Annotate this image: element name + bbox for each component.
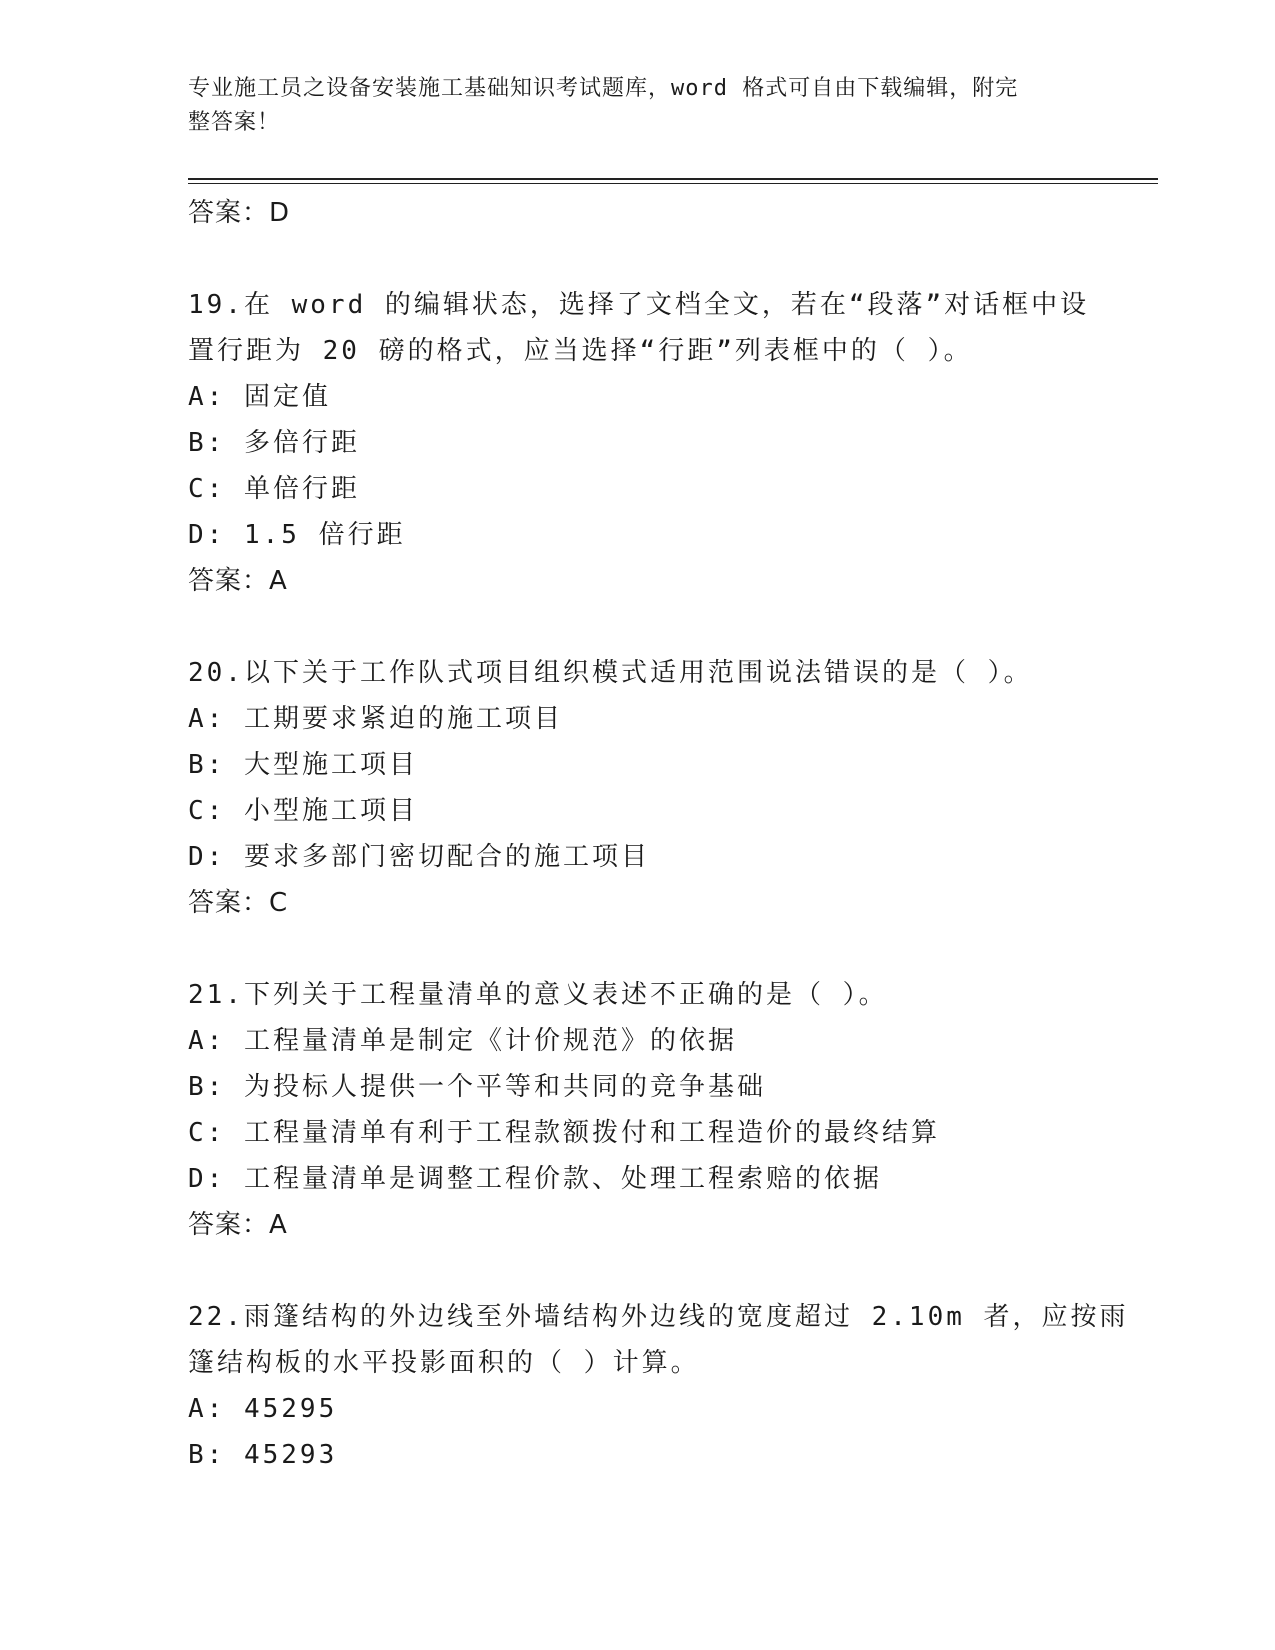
header-line-2: 整答案！ (188, 110, 281, 135)
option-c: C: 工程量清单有利于工程款额拨付和工程造价的最终结算 (188, 1118, 940, 1148)
question-text: 篷结构板的水平投影面积的（ ）计算。 (188, 1348, 700, 1378)
option-b: B: 多倍行距 (188, 428, 360, 458)
option-c: C: 小型施工项目 (188, 796, 418, 826)
option-b: B: 45293 (188, 1440, 338, 1470)
answer-line: 答案：C (188, 888, 289, 918)
question-list (188, 190, 1129, 1478)
option-c: C: 单倍行距 (188, 474, 360, 504)
option-a: A: 45295 (188, 1394, 338, 1424)
page-header (188, 72, 1088, 140)
answer-line: 答案：A (188, 1210, 288, 1240)
option-b: B: 大型施工项目 (188, 750, 418, 780)
answer-line: 答案：A (188, 566, 288, 596)
option-a: A: 工期要求紧迫的施工项目 (188, 704, 563, 734)
answer-line: 答案：D (188, 198, 291, 228)
question-19 (188, 282, 1088, 604)
question-20 (188, 650, 1088, 926)
question-text: 置行距为 20 磅的格式，应当选择“行距”列表框中的（ ）。 (188, 336, 973, 366)
question-text: 22.雨篷结构的外边线至外墙结构外边线的宽度超过 2.10m 者，应按雨 (188, 1302, 1129, 1332)
header-rule (188, 178, 1158, 180)
option-d: D: 工程量清单是调整工程价款、处理工程索赔的依据 (188, 1164, 882, 1194)
question-text: 19.在 word 的编辑状态，选择了文档全文，若在“段落”对话框中设 (188, 290, 1090, 320)
header-rule-thin (188, 183, 1158, 184)
question-text: 20.以下关于工作队式项目组织模式适用范围说法错误的是（ ）。 (188, 658, 1033, 688)
option-a: A: 固定值 (188, 382, 331, 412)
option-b: B: 为投标人提供一个平等和共同的竞争基础 (188, 1072, 766, 1102)
option-d: D: 要求多部门密切配合的施工项目 (188, 842, 650, 872)
header-line-1: 专业施工员之设备安装施工基础知识考试题库，word 格式可自由下载编辑，附完 (188, 76, 1019, 101)
question-21 (188, 972, 1088, 1248)
question-text: 21.下列关于工程量清单的意义表述不正确的是（ ）。 (188, 980, 888, 1010)
option-d: D: 1.5 倍行距 (188, 520, 406, 550)
option-a: A: 工程量清单是制定《计价规范》的依据 (188, 1026, 737, 1056)
question-22 (188, 1294, 1129, 1478)
